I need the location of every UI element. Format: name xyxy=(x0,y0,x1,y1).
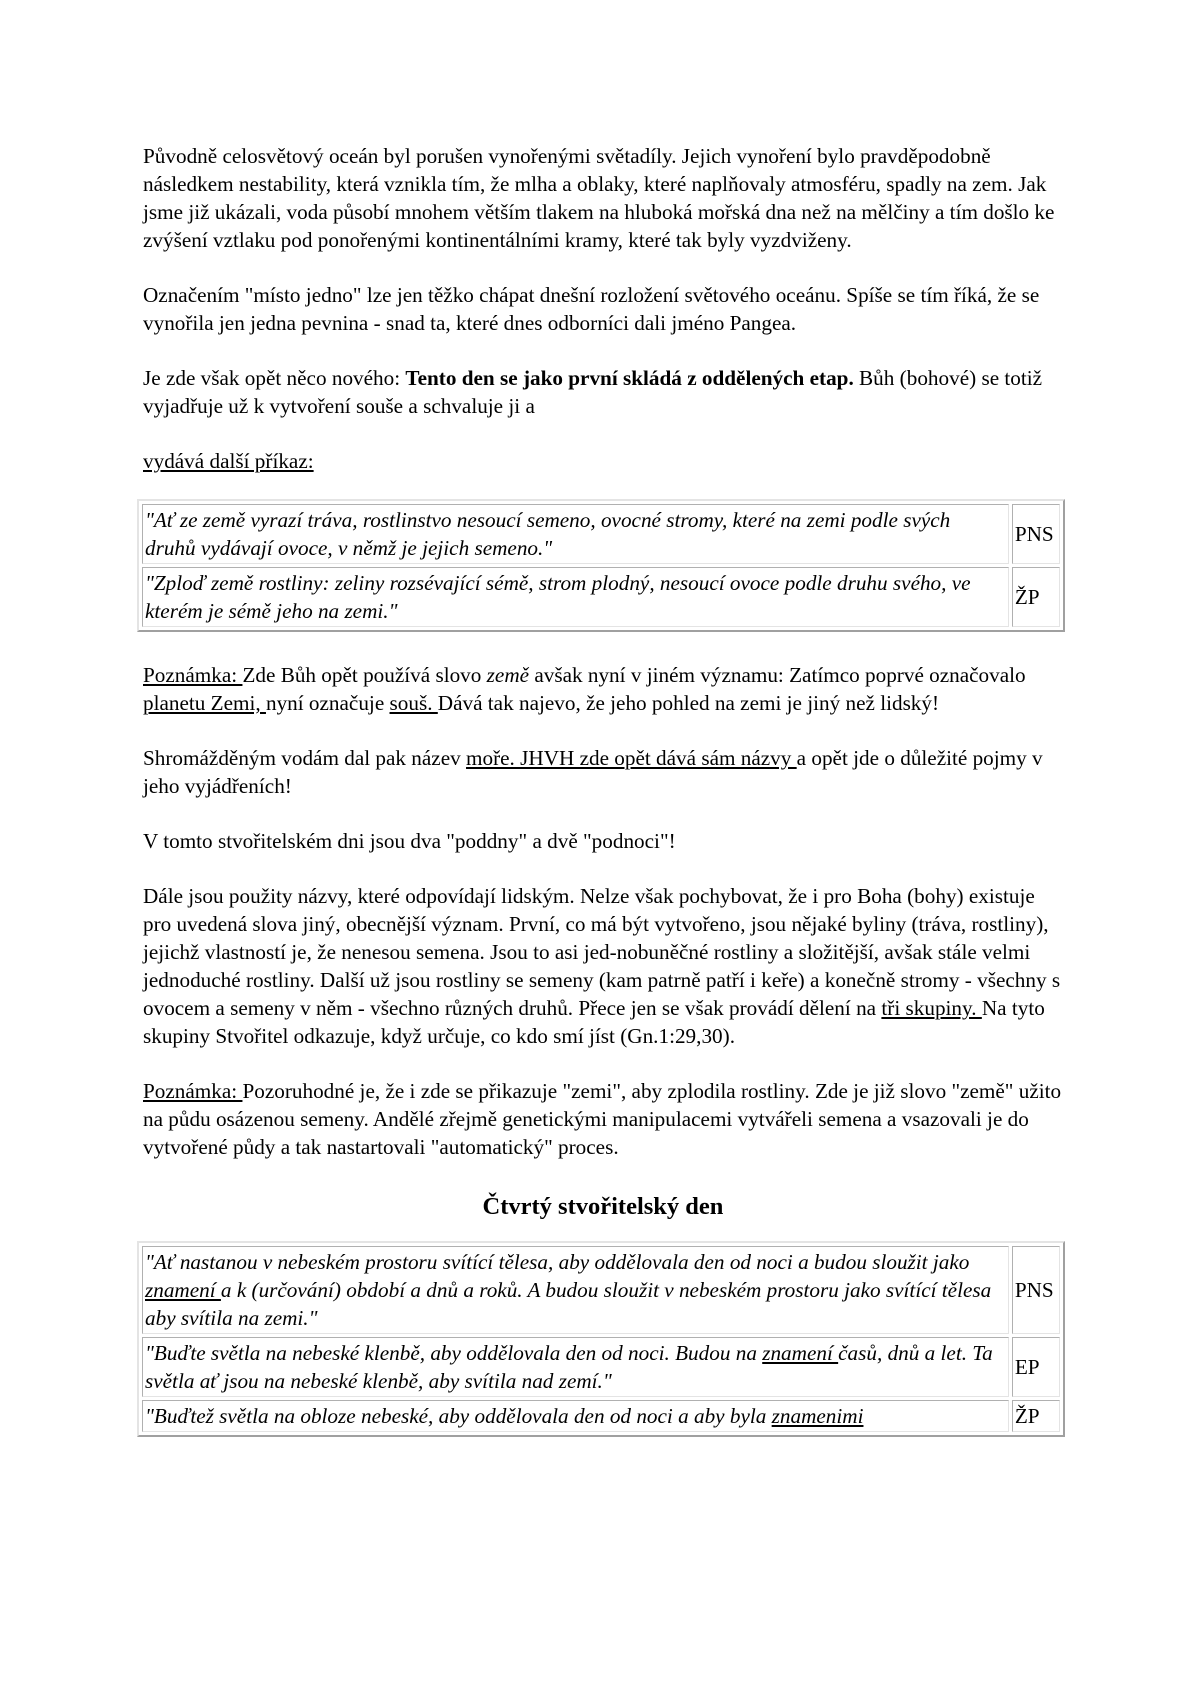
stages-bold-text: Tento den se jako první skládá z oddělených etap. xyxy=(405,366,854,390)
translation-text xyxy=(142,1246,1009,1334)
paragraph-note-seeds xyxy=(143,1077,1063,1161)
note-label[interactable]: Poznámka: xyxy=(143,663,243,687)
paragraph-seas xyxy=(143,744,1063,800)
paragraph-command-intro xyxy=(143,447,1063,475)
table-row xyxy=(142,1400,1060,1432)
translation-abbr: ŽP xyxy=(1012,1400,1060,1432)
note-label[interactable]: Poznámka: xyxy=(143,1079,243,1103)
table-row xyxy=(142,567,1060,627)
paragraph-stages xyxy=(143,364,1063,420)
translation-abbr: PNS xyxy=(1012,1246,1060,1334)
translation-text-part: časů, dnů a let. Ta světla ať jsou na nebeské klenbě, aby svítila nad zemí." xyxy=(145,1341,993,1393)
land-link[interactable]: souš. xyxy=(389,691,438,715)
paragraph-oceans: Původně celosvětový oceán byl porušen vynořenými světadíly. Jejich vynoření bylo pravděpodobně následkem nestability, která vznikla tím, že mlha a oblaky, které naplňovaly atmosféru, spadly na zem. Jak jsme již ukázali, voda působí mnohem větším tlakem na hluboká mořská dna než na mělčiny a tím došlo ke zvýšení vztlaku pod ponořenými kontinentálními kramy, které tak byly vyzdviženy. xyxy=(143,144,1055,252)
note-text: Dává tak najevo, že jeho pohled na zemi je jiný než lidský! xyxy=(437,691,940,715)
sign-link[interactable]: znamení xyxy=(145,1278,221,1302)
translation-text xyxy=(142,1337,1009,1397)
translation-text xyxy=(142,1400,1009,1432)
note-text: nyní označuje xyxy=(265,691,390,715)
translation-text: "Zploď země rostliny: zeliny rozsévající sémě, strom plodný, nesoucí ovoce podle druhu svého, ve kterém je sémě jeho na zemi." xyxy=(142,567,1009,627)
seas-link[interactable]: moře. JHVH zde opět dává sám názvy xyxy=(466,746,797,770)
stages-text-before: Je zde však opět něco nového: xyxy=(143,366,406,390)
translation-text-part: "Buďtež světla na obloze nebeské, aby oddělovala den od noci a aby byla xyxy=(145,1404,772,1428)
note-text: avšak nyní v jiném významu: Zatímco poprvé označovalo xyxy=(529,663,1026,687)
sign-link[interactable]: znamenimi xyxy=(771,1404,864,1428)
table-row xyxy=(142,1337,1060,1397)
paragraph-subdays: V tomto stvořitelském dni jsou dva "poddny" a dvě "podnoci"! xyxy=(143,829,676,853)
note-text: Zde Bůh opět používá slovo xyxy=(242,663,487,687)
translation-text-part: "Buďte světla na nebeské klenbě, aby oddělovala den od noci. Budou na xyxy=(145,1341,763,1365)
paragraph-note-earth xyxy=(143,661,1063,717)
translation-abbr: EP xyxy=(1012,1337,1060,1397)
table-row xyxy=(142,504,1060,564)
translation-table-day4 xyxy=(137,1241,1065,1437)
translation-text: "Ať ze země vyrazí tráva, rostlinstvo nesoucí semeno, ovocné stromy, které na zemi podle svých druhů vydávají ovoce, v němž je jejich semeno." xyxy=(142,504,1009,564)
note-text: Pozoruhodné je, že i zde se přikazuje "zemi", aby zplodila rostliny. Zde je již slovo "země" užito na půdu osázenou semeny. Andělé zřejmě genetickými manipulacemi vytvářeli semena a vsazovali je do vytvořené půdy a tak nastartovali "automatický" proces. xyxy=(143,1079,1062,1159)
translation-text-part: a k (určování) období a dnů a roků. A budou sloužit v nebeském prostoru jako svítící tělesa aby svítila na zemi." xyxy=(145,1278,992,1330)
section-heading: Čtvrtý stvořitelský den xyxy=(482,1193,724,1220)
stages-text-after: Bůh (bohové) se totiž vyjadřuje už k vytvoření souše a schvaluje ji a xyxy=(143,366,1043,418)
note-emphasis: země xyxy=(486,663,530,687)
paragraph-pangea: Označením "místo jedno" lze jen těžko chápat dnešní rozložení světového oceánu. Spíše se tím říká, že se vynořila jen jedna pevnina - snad ta, které dnes odborníci dali jméno Pangea. xyxy=(143,283,1040,335)
translation-table-day3 xyxy=(137,499,1065,632)
three-groups-link[interactable]: tři skupiny. xyxy=(881,996,982,1020)
table-row xyxy=(142,1246,1060,1334)
document-page xyxy=(143,142,1063,1437)
seas-text: a opět jde o důležité pojmy v jeho vyjádřeních! xyxy=(143,746,1043,798)
seas-text: Shromážděným vodám dal pak název xyxy=(143,746,467,770)
command-intro-link[interactable]: vydává další příkaz: xyxy=(143,449,314,473)
plants-text: Dále jsou použity názvy, které odpovídají lidským. Nelze však pochybovat, že i pro Boha (bohy) existuje pro uvedená slova jiný, obecnější význam. První, co má být vytvořeno, jsou nějaké byliny (tráva, rostliny), jejichž vlastností je, že nenesou semena. Jsou to asi jed-nobuněčné rostliny a složitější, avšak stále velmi jednoduché rostliny. Další už jsou rostliny se semeny (kam patrně patří i keře) a konečně stromy - všechny s ovocem a semeny v něm - všechno různých druhů. Přece jen se však provádí dělení na xyxy=(143,884,1061,1020)
plants-text: Na tyto skupiny Stvořitel odkazuje, když určuje, co kdo smí jíst (Gn.1:29,30). xyxy=(143,996,1045,1048)
planet-link[interactable]: planetu Zemi, xyxy=(143,691,266,715)
paragraph-plants xyxy=(143,882,1063,1050)
sign-link[interactable]: znamení xyxy=(762,1341,839,1365)
translation-abbr: PNS xyxy=(1012,504,1060,564)
translation-text-part: "Ať nastanou v nebeském prostoru svítící tělesa, aby oddělovala den od noci a budou sloužit jako xyxy=(145,1250,970,1274)
translation-abbr: ŽP xyxy=(1012,567,1060,627)
